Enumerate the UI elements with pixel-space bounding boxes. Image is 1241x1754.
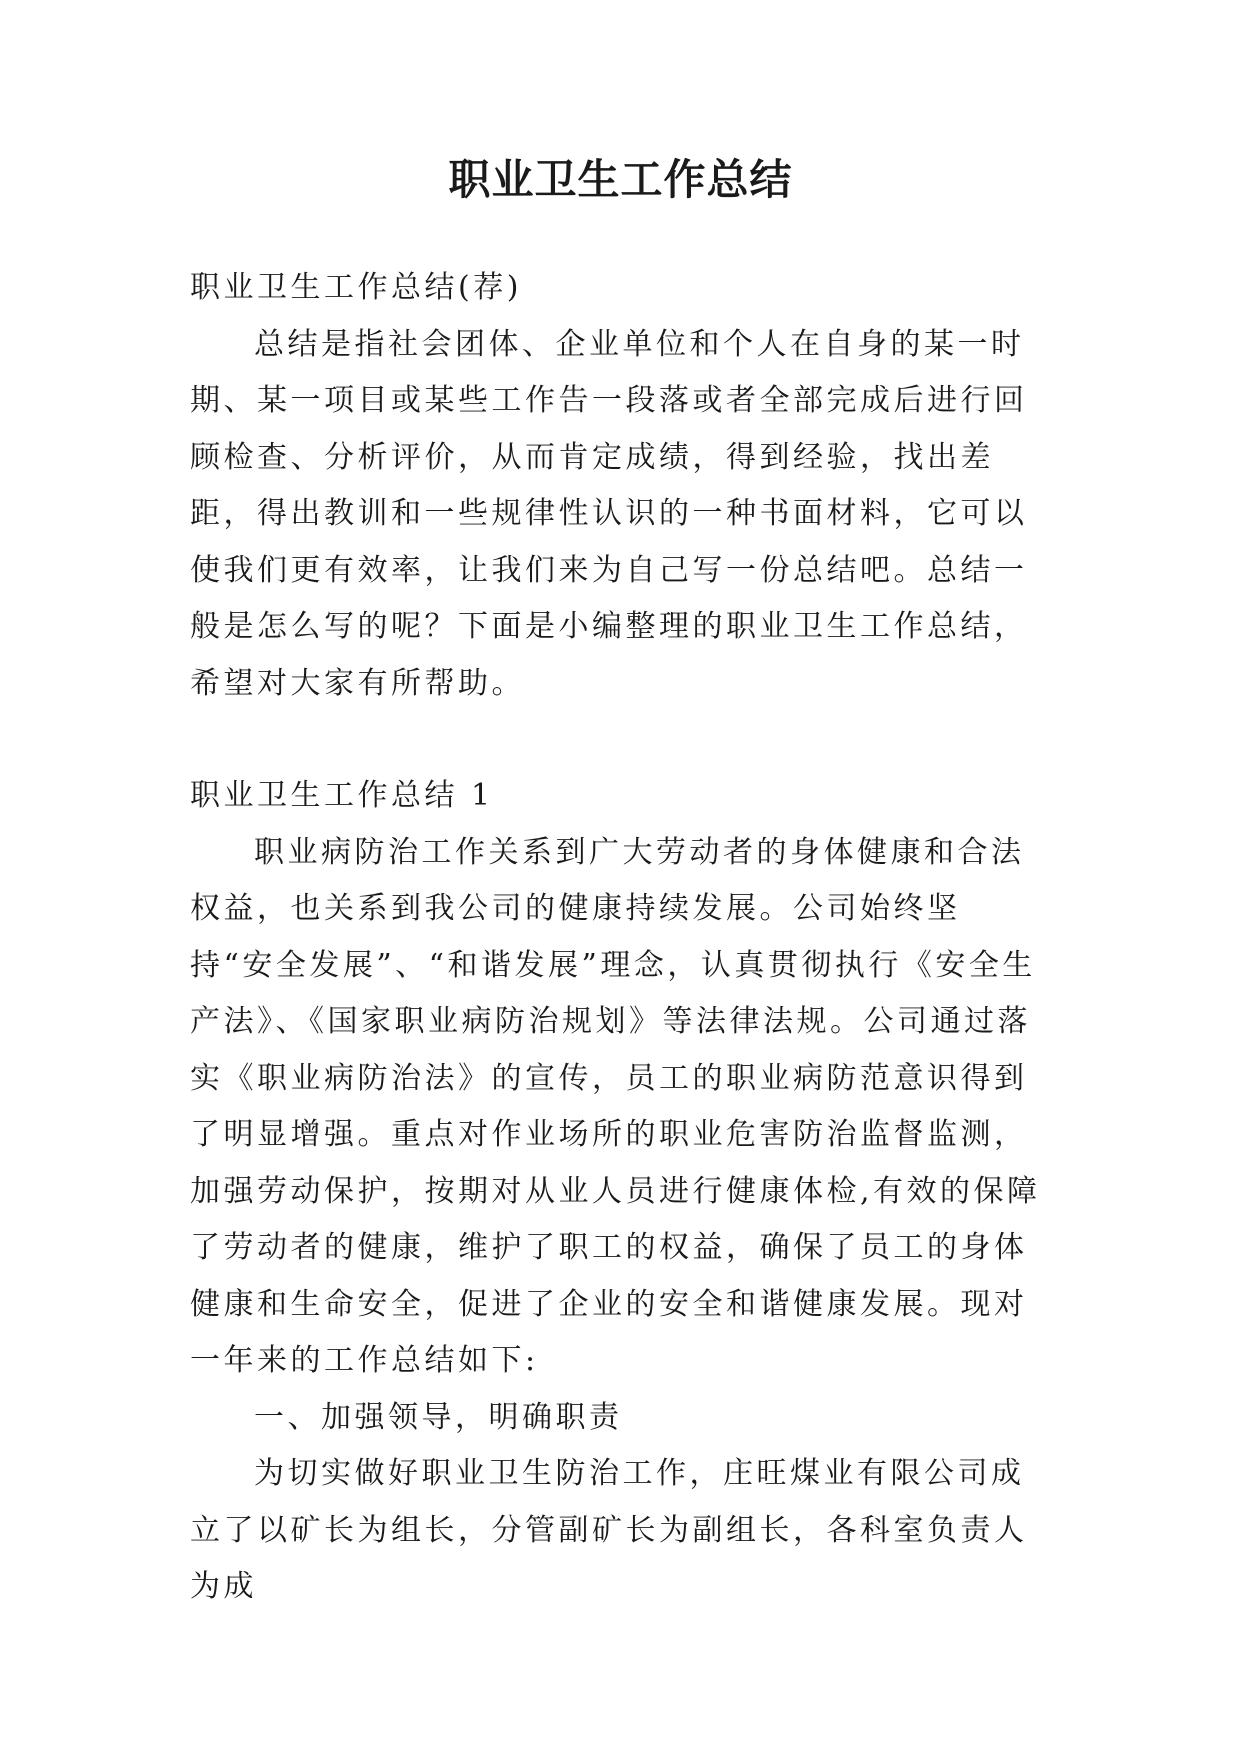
body-paragraph: 职业病防治工作关系到广大劳动者的身体健康和合法权益，也关系到我公司的健康持续发展。公司始终坚持“安全发展”、“和谐发展”理念，认真贯彻执行《安全生产法》、《国家职业病防治规划》等法律法规。公司通过落实《职业病防治法》的宣传，员工的职业病防范意识得到了明显增强。重点对作业场所的职业危害防治监督监测，加强劳动保护，按期对从业人员进行健康体检,有效的保障了劳动者的健康，维护了职工的权益，确保了员工的身体健康和生命安全，促进了企业的安全和谐健康发展。现对一年来的工作总结如下:: [190, 834, 1041, 1378]
section-heading: 职业卫生工作总结 1: [190, 778, 494, 813]
intro-paragraph: 总结是指社会团体、企业单位和个人在自身的某一时期、某一项目或某些工作告一段落或者全部完成后进行回顾检查、分析评价，从而肯定成绩，得到经验，找出差距，得出教训和一些规律性认识的一种书面材料，它可以使我们更有效率，让我们来为自己写一份总结吧。总结一般是怎么写的呢？下面是小编整理的职业卫生工作总结，希望对大家有所帮助。: [190, 326, 1028, 701]
subheading: 一、加强领导，明确职责: [254, 1399, 623, 1435]
section-heading: 职业卫生工作总结(荐): [190, 270, 522, 305]
document-body: [190, 260, 1045, 1616]
paragraph-gap: [190, 712, 1045, 768]
document-title: 职业卫生工作总结: [448, 155, 793, 204]
body-paragraph: 为切实做好职业卫生防治工作，庄旺煤业有限公司成立了以矿长为组长，分管副矿长为副组长，各科室负责人为成: [190, 1456, 1028, 1604]
